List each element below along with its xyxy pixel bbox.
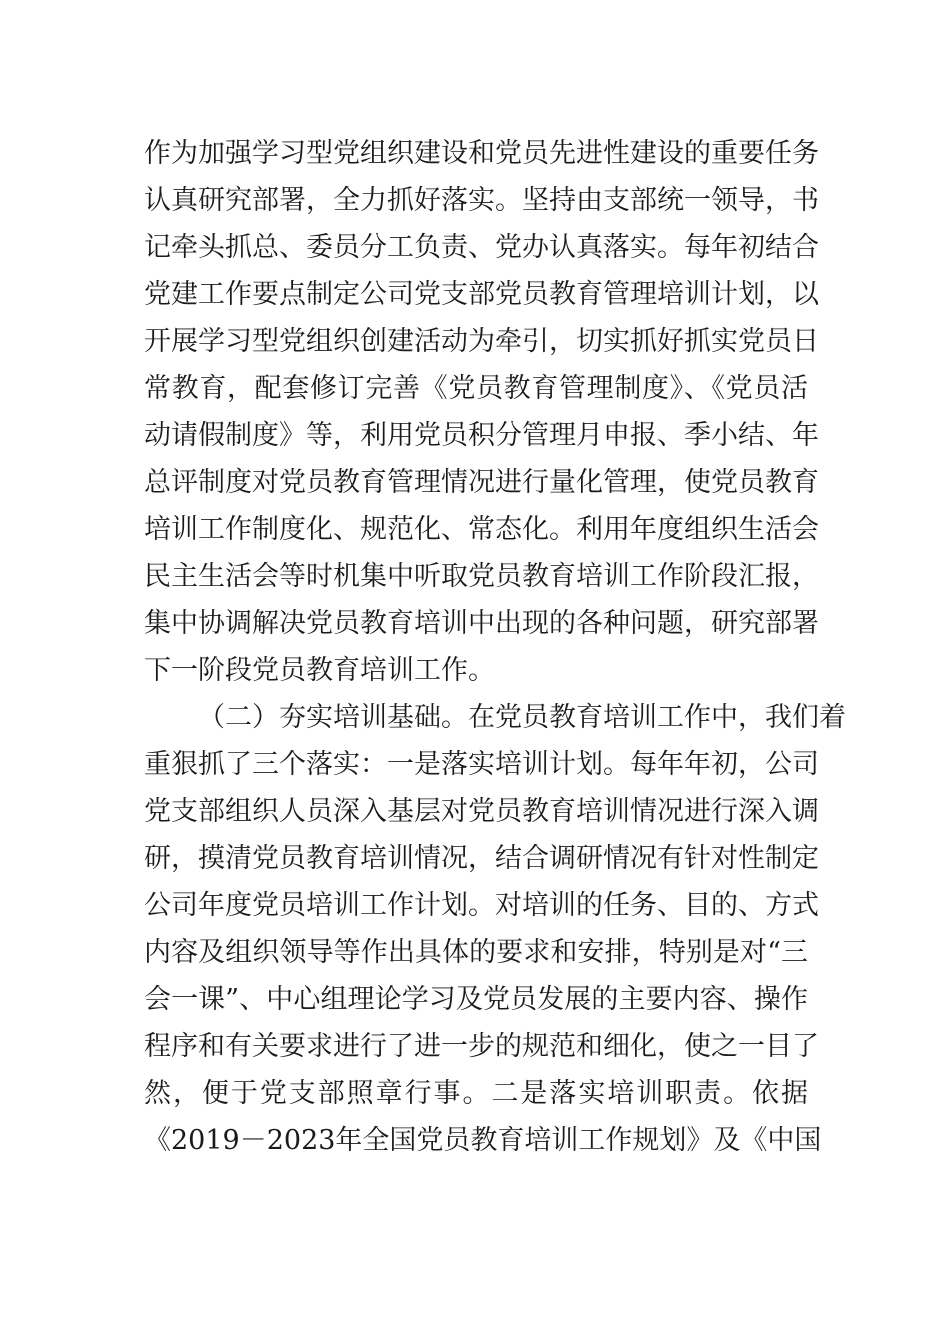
text-line: 集中协调解决党员教育培训中出现的各种问题，研究部署 xyxy=(144,608,819,639)
section-heading-line: （二）夯实培训基础。在党员教育培训工作中，我们着 xyxy=(198,702,846,733)
text-line: 总评制度对党员教育管理情况进行量化管理，使党员教育 xyxy=(144,467,819,498)
text-line: 会一课”、中心组理论学习及党员发展的主要内容、操作 xyxy=(144,984,808,1015)
paragraph-end-line: 下一阶段党员教育培训工作。 xyxy=(144,655,495,686)
text-line: 重狠抓了三个落实：一是落实培训计划。每年年初，公司 xyxy=(144,749,819,780)
text-line: 党建工作要点制定公司党支部党员教育管理培训计划，以 xyxy=(144,279,819,310)
text-line: 动请假制度》等，利用党员积分管理月申报、季小结、年 xyxy=(144,420,819,451)
text-line: 培训工作制度化、规范化、常态化。利用年度组织生活会 xyxy=(144,514,819,545)
text-line: 然，便于党支部照章行事。二是落实培训职责。依据 xyxy=(144,1078,808,1109)
text-line: 作为加强学习型党组织建设和党员先进性建设的重要任务 xyxy=(144,138,819,169)
text-line: 党支部组织人员深入基层对党员教育培训情况进行深入调 xyxy=(144,796,819,827)
text-line: 《2019－2023年全国党员教育培训工作规划》及《中国 xyxy=(144,1125,822,1156)
text-line: 开展学习型党组织创建活动为牵引，切实抓好抓实党员日 xyxy=(144,326,819,357)
text-line: 认真研究部署，全力抓好落实。坚持由支部统一领导，书 xyxy=(144,185,819,216)
text-line: 研，摸清党员教育培训情况，结合调研情况有针对性制定 xyxy=(144,843,819,874)
text-line: 记牵头抓总、委员分工负责、党办认真落实。每年初结合 xyxy=(144,232,819,263)
text-line: 公司年度党员培训工作计划。对培训的任务、目的、方式 xyxy=(144,890,819,921)
text-line: 程序和有关要求进行了进一步的规范和细化，使之一目了 xyxy=(144,1031,819,1062)
body-text xyxy=(144,130,846,1164)
text-line: 民主生活会等时机集中听取党员教育培训工作阶段汇报， xyxy=(144,561,819,592)
text-line: 常教育，配套修订完善《党员教育管理制度》、《党员活 xyxy=(144,373,808,404)
text-line: 内容及组织领导等作出具体的要求和安排，特别是对“三 xyxy=(144,937,808,968)
